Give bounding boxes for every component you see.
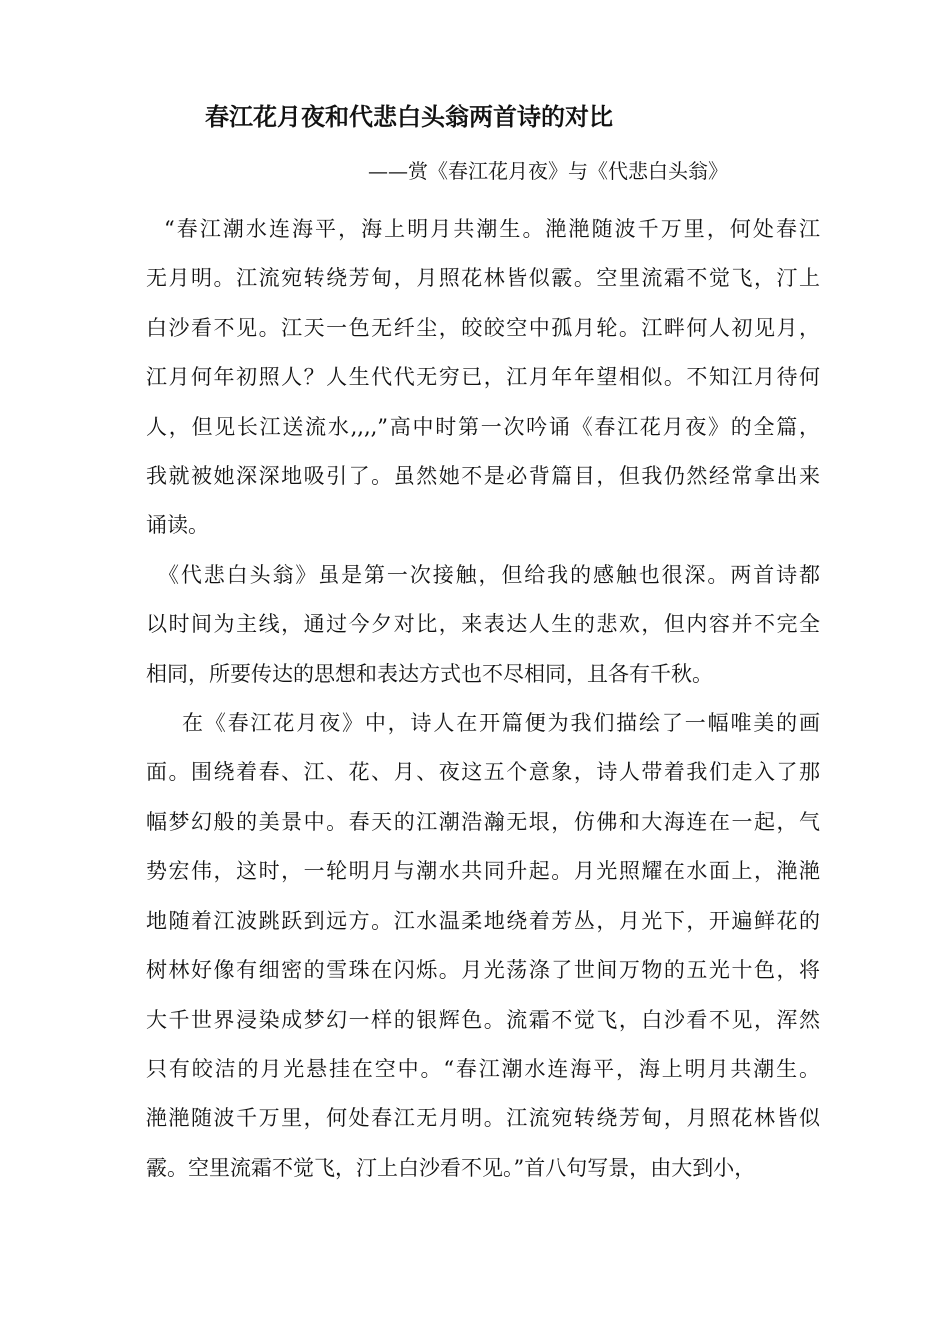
paragraph-line: 面。围绕着春、江、花、月、夜这五个意象，诗人带着我们走入了那 <box>146 760 820 785</box>
paragraph-line: “春江潮水连海平，海上明月共潮生。滟滟随波千万里，何处春江 <box>164 217 820 241</box>
paragraph-line: 以时间为主线，通过今夕对比，来表达人生的悲欢，但内容并不完全 <box>146 612 820 637</box>
paragraph-line: 势宏伟，这时，一轮明月与潮水共同升起。月光照耀在水面上，滟滟 <box>146 859 820 884</box>
paragraph-line: 人，但见长江送流水,,,,”高中时第一次吟诵《春江花月夜》的全篇， <box>146 414 820 439</box>
paragraph-line: 无月明。江流宛转绕芳甸，月照花林皆似霰。空里流霜不觉飞，汀上 <box>146 266 820 291</box>
paragraph-line: 相同，所要传达的思想和表达方式也不尽相同，且各有千秋。 <box>146 661 713 686</box>
document-subtitle: ——赏《春江花月夜》与《代悲白头翁》 <box>368 159 728 183</box>
paragraph-line: 只有皎洁的月光悬挂在空中。“春江潮水连海平，海上明月共潮生。 <box>146 1056 820 1081</box>
paragraph-line: 《代悲白头翁》虽是第一次接触，但给我的感触也很深。两首诗都 <box>158 562 820 587</box>
paragraph-line: 树林好像有细密的雪珠在闪烁。月光荡涤了世间万物的五光十色，将 <box>146 958 820 983</box>
paragraph-line: 滟滟随波千万里，何处春江无月明。江流宛转绕芳甸，月照花林皆似 <box>146 1106 820 1131</box>
paragraph-line: 地随着江波跳跃到远方。江水温柔地绕着芳丛，月光下，开遍鲜花的 <box>146 908 820 933</box>
document-body <box>146 205 820 1193</box>
paragraph <box>146 205 820 551</box>
paragraph-line: 诵读。 <box>146 513 209 538</box>
paragraph-line: 我就被她深深地吸引了。虽然她不是必背篇目，但我仍然经常拿出来 <box>146 464 820 489</box>
paragraph-line: 大千世界浸染成梦幻一样的银辉色。流霜不觉飞，白沙看不见，浑然 <box>146 1007 820 1032</box>
paragraph-line: 幅梦幻般的美景中。春天的江潮浩瀚无垠，仿佛和大海连在一起，气 <box>146 809 820 834</box>
paragraph <box>146 551 820 699</box>
paragraph-line: 在《春江花月夜》中，诗人在开篇便为我们描绘了一幅唯美的画 <box>182 711 820 736</box>
document-title: 春江花月夜和代悲白头翁两首诗的对比 <box>205 103 613 131</box>
paragraph-line: 江月何年初照人？人生代代无穷已，江月年年望相似。不知江月待何 <box>146 365 820 390</box>
paragraph-line: 霰。空里流霜不觉飞，汀上白沙看不见。”首八句写景，由大到小， <box>146 1155 756 1180</box>
paragraph-line: 白沙看不见。江天一色无纤尘，皎皎空中孤月轮。江畔何人初见月， <box>146 315 820 340</box>
paragraph <box>146 699 820 1193</box>
